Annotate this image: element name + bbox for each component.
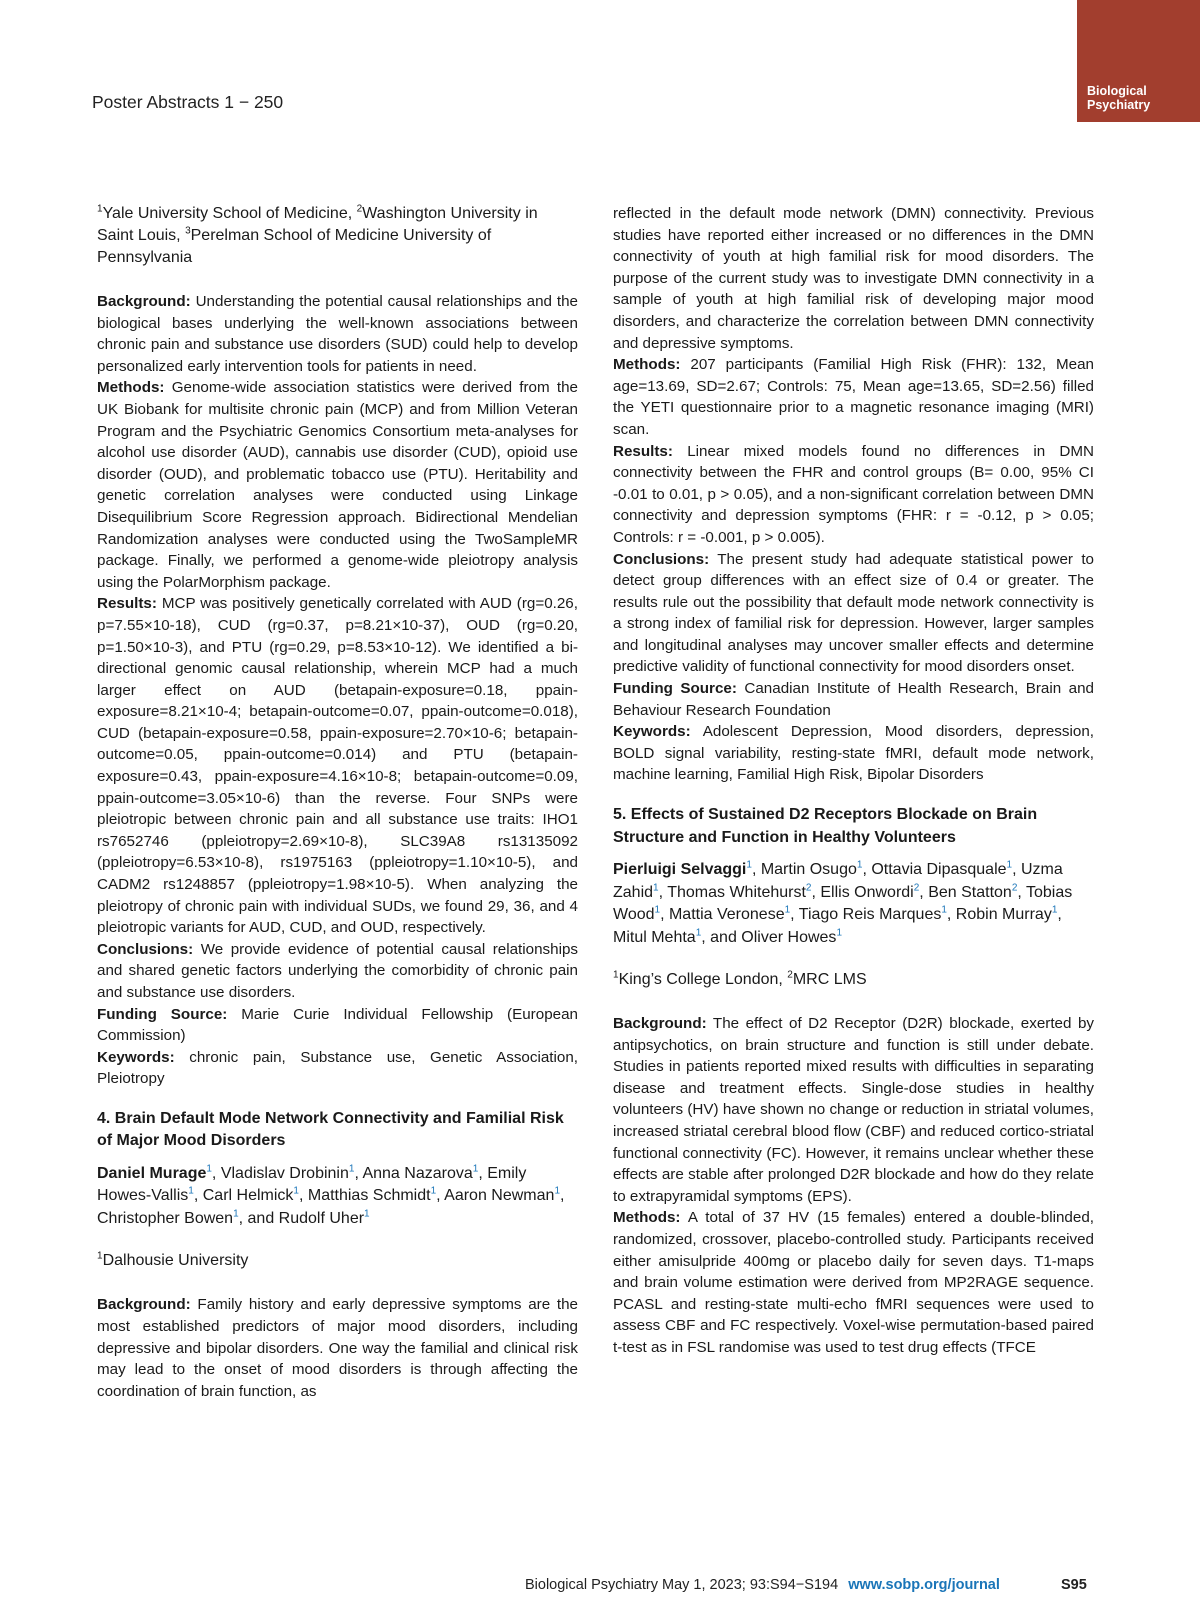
author-name: Pierluigi Selvaggi: [613, 861, 747, 879]
section-label: Funding Source:: [613, 680, 737, 698]
journal-tab-line1: Biological: [1087, 84, 1147, 98]
author-name: Ottavia Dipasquale: [871, 861, 1007, 879]
section-label: Keywords:: [613, 723, 691, 741]
section-text: We provide evidence of potential causal relationships and shared genetic factors underlying the comorbidity of chronic pain and substance use disorders.: [97, 940, 578, 1001]
section-text: Marie Curie Individual Fellowship (European Commission): [97, 1005, 578, 1045]
author-name: Martin Osugo: [760, 861, 857, 879]
page-number: S95: [1061, 1577, 1087, 1593]
affil-sup-1: 1: [97, 203, 103, 215]
abstract-4-affiliation: [97, 1250, 578, 1272]
abstract-4-title: 4. Brain Default Mode Network Connectivity and Familial Risk of Major Mood Disorders: [97, 1109, 564, 1150]
section-label: Background:: [613, 1015, 707, 1033]
running-head: Poster Abstracts 1 − 250: [92, 92, 284, 112]
abstract-4-methods: [613, 354, 1094, 440]
author-sup: 2: [913, 882, 920, 894]
author-name: Emily Howes-Vallis: [97, 1164, 527, 1205]
abstract-4-funding: [613, 678, 1094, 721]
abstract-3-methods: [97, 377, 578, 593]
journal-tab: [1077, 0, 1200, 122]
author-sup: 1: [695, 927, 702, 939]
abstract-3-conclusions: [97, 939, 578, 1004]
abstract-4-background: [97, 1294, 578, 1402]
author-name: Tobias Wood: [613, 883, 1073, 924]
author-name: and Rudolf Uher: [247, 1209, 365, 1227]
author-name: Robin Murray: [955, 906, 1052, 924]
author-sup: 2: [1011, 882, 1018, 894]
author-name: Tiago Reis Marques: [798, 906, 942, 924]
affil-sup-1: 1: [613, 969, 619, 981]
affil-2: MRC LMS: [792, 971, 867, 989]
author-name: Vladislav Drobinin: [220, 1164, 349, 1182]
affil-sup-2: 2: [356, 203, 363, 215]
abstract-5-affiliations: [613, 969, 1094, 991]
author-name: Mitul Mehta: [613, 928, 696, 946]
affil-sup-3: 3: [185, 225, 191, 237]
section-text: Genome-wide association statistics were derived from the UK Biobank for multisite chronic pain (MCP) and from Million Veteran Program and the Psychiatric Genomics Consortium meta-analyses for alcohol use disorder (AUD), cannabis use disorder (CUD), opioid use disorder (OUD), and problematic tobacco use (PTU). Heritability and genetic correlation analyses were conducted using Linkage Disequilibrium Score Regression approach. Bidirectional Mendelian Randomization analyses were conducted using the TwoSampleMR package. Finally, we performed a genome-wide pleiotropy analysis using the PolarMorphism package.: [97, 379, 578, 591]
abstract-3-background: [97, 291, 578, 377]
author-name: Mattia Veronese: [668, 906, 785, 924]
section-text: Adolescent Depression, Mood disorders, depression, BOLD signal variability, resting-state fMRI, default mode network, machine learning, Familial High Risk, Bipolar Disorders: [613, 723, 1094, 784]
author-sup: 1: [348, 1163, 355, 1175]
author-sup: 1: [856, 859, 863, 871]
author-name: Anna Nazarova: [362, 1164, 473, 1182]
affil-2: Washington University in Saint Louis,: [97, 205, 538, 244]
abstract-5-background: [613, 1013, 1094, 1207]
section-label: Keywords:: [97, 1048, 175, 1066]
right-column: [613, 203, 1094, 1359]
left-column: [97, 203, 578, 1402]
section-label: Conclusions:: [97, 940, 194, 958]
abstract-4-background-continued: reflected in the default mode network (DMN) connectivity. Previous studies have reported either increased or no differences in the DMN connectivity of youth at high familial risk for mood disorders. The purpose of the current study was to investigate DMN connectivity in a sample of youth at high familial risk of developing major mood disorders, and characterize the correlation between DMN connectivity and depressive symptoms.: [613, 205, 1094, 352]
section-label: Funding Source:: [97, 1005, 228, 1023]
section-label: Conclusions:: [613, 550, 710, 568]
journal-tab-text: [1087, 84, 1150, 112]
abstract-3-results: [97, 593, 578, 939]
author-sup: 1: [941, 904, 947, 916]
author-name: Uzma Zahid: [613, 861, 1063, 901]
footer-journal-link[interactable]: www.sobp.org/journal: [848, 1577, 1000, 1593]
author-name: Christopher Bowen: [97, 1209, 234, 1227]
section-text: Family history and early depressive symptoms are the most established predictors of major mood disorders, including depressive and bipolar disorders. One way the familial and clinical risk may lead to the onset of mood disorders is through affecting the coordination of brain function, as: [97, 1296, 578, 1400]
author-name: Matthias Schmidt: [307, 1187, 431, 1205]
author-name: Ellis Onwordi: [820, 883, 914, 901]
section-label: Results:: [97, 595, 157, 613]
section-text: chronic pain, Substance use, Genetic Association, Pleiotropy: [97, 1048, 578, 1088]
author-sup: 2: [805, 882, 812, 894]
journal-tab-line2: Psychiatry: [1087, 98, 1151, 112]
author-sup: 1: [554, 1186, 560, 1198]
abstract-3-affiliations: [97, 203, 578, 269]
author-sup: 1: [1051, 904, 1058, 916]
abstract-5-title: 5. Effects of Sustained D2 Receptors Blockade on Brain Structure and Function in Healthy Volunteers: [613, 806, 1038, 846]
author-name: Aaron Newman: [444, 1187, 555, 1205]
affil-name: Dalhousie University: [102, 1252, 249, 1270]
page-footer: [525, 1577, 1085, 1593]
abstract-4-results: [613, 441, 1094, 549]
section-text: Canadian Institute of Health Research, Brain and Behaviour Research Foundation: [613, 680, 1094, 719]
author-name: and Oliver Howes: [710, 928, 837, 946]
author-sup: 1: [1006, 859, 1013, 871]
section-text: MCP was positively genetically correlated with AUD (rg=0.26, p=7.55×10-18), CUD (rg=0.37, p=8.21×10-37), OUD (rg=0.20, p=1.50×10-3), and PTU (rg=0.29, p=8.53×10-12). We identified a bi-directional genomic causal relationship, wherein MCP had a much larger effect on AUD (betapain-exposure=0.18, ppain-exposure=8.21×10-4; betapain-outcome=0.07, ppain-outcome=0.018), CUD (betapain-exposure=0.58, ppain-exposure=2.70×10-6; betapain-outcome=0.05, ppain-outcome=0.014) and PTU (betapain-exposure=0.43, ppain-exposure=4.16×10-8; betapain-outcome=0.09, ppain-outcome=3.05×10-6) than the reverse. Four SNPs were pleiotropic between chronic pain and all substance use traits: IHO1 rs7652746 (ppleiotropy=2.69×10-8), SLC39A8 rs13135092 (ppleiotropy=6.53×10-8), rs1975163 (ppleiotropy=1.10×10-5), and CADM2 rs1248857 (ppleiotropy=1.98×10-5). When analyzing the pleiotropy of chronic pain with individual SUDs, we found 29, 36, and 4 pleiotropic variants for AUD, CUD, and OUD, respectively.: [97, 595, 578, 937]
abstract-3-keywords: [97, 1047, 578, 1090]
section-text: The effect of D2 Receptor (D2R) blockade, exerted by antipsychotics, on brain structure and function is still under debate. Studies in patients reported mixed results with difficulties in separating disease and treatment effects. Single-dose studies in healthy volunteers (HV) have shown no change or reduction in striatal volumes, increased striatal cerebral blood flow (CBF) and reduced cortico-striatal functional connectivity (FC). However, it remains unclear whether these effects are stable after prolonged D2R blockade and how do they relate to extrapyramidal symptoms (EPS).: [613, 1015, 1094, 1205]
author-sup: 1: [472, 1163, 479, 1175]
section-text: Understanding the potential causal relationships and the biological bases underlying the well-known associations between chronic pain and substance use disorders (SUD) could help to develop personalized early intervention tools for patients in need.: [97, 293, 578, 375]
author-sup: 1: [364, 1208, 370, 1220]
affil-sup-2: 2: [787, 969, 793, 981]
affil-sup: 1: [97, 1251, 103, 1263]
section-label: Background:: [97, 1296, 191, 1314]
author-sup: 1: [654, 904, 661, 916]
section-label: Methods:: [97, 379, 165, 397]
author-sup: 1: [746, 859, 752, 871]
author-sup: 1: [293, 1186, 299, 1198]
author-name: Carl Helmick: [202, 1187, 294, 1205]
section-label: Methods:: [613, 1209, 681, 1227]
abstract-5-authors: Pierluigi Selvaggi$^1$, Martin Osugo$^1$, Ottavia Dipasquale$^1$, Uzma Zahid$^1$, Thomas Whitehurst$^2$, Ellis Onwordi$^2$, Ben Statton$^2$, Tobias Wood$^1$, Mattia Veronese$^1$, Tiago Reis Marques$^1$, Robin Murray$^1$, Mitul Mehta$^1$, and Oliver Howes$^1$: [613, 859, 1073, 946]
section-text: A total of 37 HV (15 females) entered a double-blinded, randomized, crossover, placebo-controlled study. Participants received either amisulpride 400mg or placebo daily for seven days. T1-maps and brain volume estimation were derived from MP2RAGE sequence. PCASL and resting-state multi-echo fMRI sequences were used to assess CBF and FC respectively. Voxel-wise permutation-based paired t-test as in FSL randomise was used to test drug effects (TFCE: [613, 1209, 1094, 1356]
section-label: Results:: [613, 442, 673, 460]
author-sup: 1: [233, 1208, 239, 1220]
section-label: Methods:: [613, 356, 681, 374]
author-sup: 1: [206, 1163, 212, 1175]
author-sup: 1: [836, 927, 842, 939]
author-sup: 1: [430, 1186, 437, 1198]
author-name: Daniel Murage: [97, 1164, 207, 1182]
footer-citation: Biological Psychiatry May 1, 2023; 93:S94−S194: [525, 1577, 839, 1593]
abstract-4-keywords: [613, 721, 1094, 786]
author-sup: 1: [784, 904, 791, 916]
author-sup: 1: [653, 882, 659, 894]
author-sup: 1: [188, 1186, 194, 1198]
author-name: Thomas Whitehurst: [667, 883, 806, 901]
section-text: The present study had adequate statistical power to detect group differences with an effect size of 0.4 or greater. The results rule out the possibility that default mode network connectivity is a strong index of familial risk for depression. However, larger samples and longitudinal analyses may uncover smaller effects and determine predictive validity of functional connectivity for mood disorders onset.: [613, 550, 1094, 676]
affil-3: Perelman School of Medicine University of Pennsylvania: [97, 227, 492, 266]
author-name: Ben Statton: [928, 883, 1012, 901]
section-label: Background:: [97, 293, 191, 310]
affil-1: King’s College London,: [618, 971, 788, 989]
affil-1: Yale University School of Medicine,: [102, 205, 357, 222]
abstract-4-authors: Daniel Murage$^1$, Vladislav Drobinin$^1$, Anna Nazarova$^1$, Emily Howes-Vallis$^1$, Carl Helmick$^1$, Matthias Schmidt$^1$, Aaron Newman$^1$, Christopher Bowen$^1$, and Rudolf Uher$^1$: [97, 1163, 565, 1227]
abstract-5-methods: [613, 1207, 1094, 1358]
section-text: Linear mixed models found no differences in DMN connectivity between the FHR and control groups (B= 0.00, 95% CI -0.01 to 0.01, p > 0.05), and a non-significant correlation between DMN connectivity and depression symptoms (FHR: r = -0.12, p > 0.05; Controls: r = -0.001, p > 0.005).: [613, 442, 1094, 546]
abstract-3-funding: [97, 1004, 578, 1047]
section-text: 207 participants (Familial High Risk (FHR): 132, Mean age=13.69, SD=2.67; Controls: 75, Mean age=13.65, SD=2.56) filled the YETI questionnaire prior to a magnetic resonance imaging (MRI) scan.: [613, 356, 1094, 438]
abstract-4-conclusions: [613, 549, 1094, 679]
